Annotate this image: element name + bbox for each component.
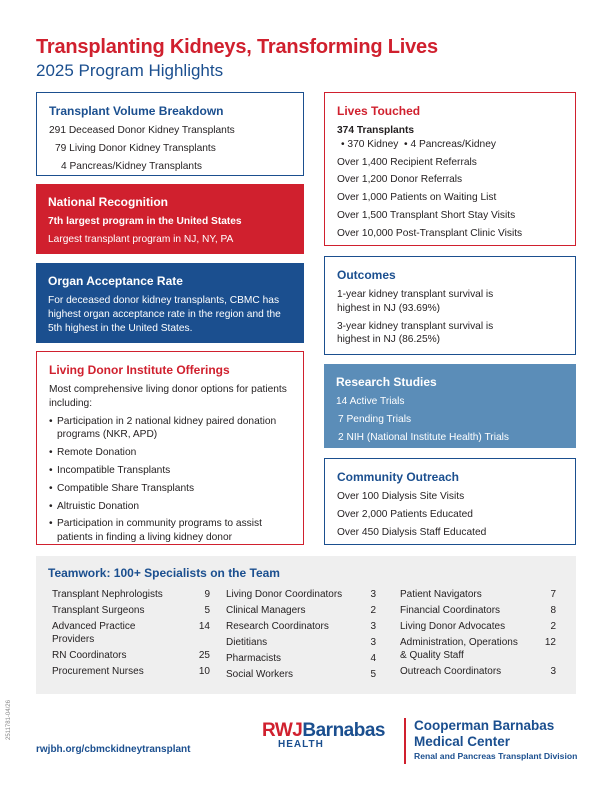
team-count: 2 bbox=[550, 621, 556, 632]
team-count: 25 bbox=[198, 650, 210, 661]
document-code: 2511781-04/26 bbox=[6, 700, 12, 740]
team-count: 7 bbox=[550, 589, 556, 600]
team-count: 2 bbox=[370, 605, 376, 616]
website-link[interactable]: rwjbh.org/cbmckidneytransplant bbox=[36, 744, 191, 755]
team-role: RN Coordinators bbox=[52, 650, 127, 661]
team-role: Financial Coordinators bbox=[400, 605, 501, 616]
outreach-box bbox=[324, 458, 576, 545]
team-count: 10 bbox=[198, 666, 210, 677]
living-donor-heading: Living Donor Institute Offerings bbox=[49, 363, 230, 377]
team-count: 14 bbox=[198, 621, 210, 632]
list-item: • Remote Donation bbox=[49, 446, 291, 460]
team-role: Patient Navigators bbox=[400, 589, 482, 600]
team-role: Pharmacists bbox=[226, 653, 282, 664]
cbmc-line-1: Cooperman Barnabas bbox=[414, 718, 555, 733]
lives-line: Over 10,000 Post-Transplant Clinic Visits bbox=[337, 227, 523, 239]
outreach-line: Over 100 Dialysis Site Visits bbox=[337, 491, 465, 503]
team-role: Procurement Nurses bbox=[52, 666, 144, 677]
team-column-1 bbox=[52, 588, 210, 681]
research-line: 14 Active Trials bbox=[336, 396, 405, 408]
lives-heading: Lives Touched bbox=[337, 104, 421, 118]
lives-pancreas: 4 Pancreas/Kidney bbox=[410, 138, 496, 150]
team-role: Outreach Coordinators bbox=[400, 666, 502, 677]
team-role: Living Donor Coordinators bbox=[226, 589, 343, 600]
team-role: Research Coordinators bbox=[226, 621, 329, 632]
team-row bbox=[400, 636, 556, 662]
outreach-line: Over 2,000 Patients Educated bbox=[337, 508, 473, 520]
team-row bbox=[226, 652, 376, 665]
page-title: Transplanting Kidneys, Transforming Lives bbox=[36, 36, 438, 58]
research-box bbox=[324, 364, 576, 448]
cbmc-line-2: Medical Center bbox=[414, 733, 511, 749]
team-role: Social Workers bbox=[226, 669, 294, 680]
living-donor-intro: Most comprehensive living donor options for patients including: bbox=[49, 384, 287, 409]
team-count: 5 bbox=[370, 669, 376, 680]
acceptance-box bbox=[36, 263, 304, 343]
lives-kidney: 370 Kidney bbox=[347, 138, 399, 150]
research-heading: Research Studies bbox=[336, 375, 437, 389]
list-item: • Compatible Share Transplants bbox=[49, 482, 291, 496]
team-role: Transplant Surgeons bbox=[52, 605, 145, 616]
team-count: 3 bbox=[550, 666, 556, 677]
team-role: Administration, Operations & Quality Staff bbox=[400, 637, 518, 661]
team-row bbox=[400, 665, 556, 678]
team-row bbox=[226, 620, 376, 633]
page-subtitle: 2025 Program Highlights bbox=[36, 61, 224, 80]
team-role: Transplant Nephrologists bbox=[52, 589, 163, 600]
acceptance-heading: Organ Acceptance Rate bbox=[48, 274, 183, 288]
acceptance-body: For deceased donor kidney transplants, CBMC has highest organ acceptance rate in the region and the 5th highest in the United States. bbox=[48, 295, 281, 334]
lives-line: Over 1,400 Recipient Referrals bbox=[337, 156, 477, 168]
team-row bbox=[226, 636, 376, 649]
lives-breakdown: • 370 Kidney • 4 Pancreas/Kidney bbox=[341, 138, 496, 150]
outcomes-box bbox=[324, 256, 576, 355]
list-item: • Participation in community programs to assist patients in finding a living kidney donor bbox=[49, 517, 291, 545]
team-count: 3 bbox=[370, 621, 376, 632]
team-column-3 bbox=[400, 588, 556, 681]
team-count: 4 bbox=[370, 653, 376, 664]
outcome-item: 3-year kidney transplant survival is highest in NJ (86.25%) bbox=[337, 320, 494, 346]
team-row bbox=[226, 588, 376, 601]
team-count: 5 bbox=[204, 605, 210, 616]
volume-heading: Transplant Volume Breakdown bbox=[49, 104, 224, 118]
team-count: 9 bbox=[204, 589, 210, 600]
team-row bbox=[400, 588, 556, 601]
recognition-heading: National Recognition bbox=[48, 195, 168, 209]
lives-total: 374 Transplants bbox=[337, 125, 415, 137]
recognition-box bbox=[36, 184, 304, 254]
team-role: Living Donor Advocates bbox=[400, 621, 506, 632]
recognition-detail: Largest transplant program in NJ, NY, PA bbox=[48, 233, 234, 245]
team-role: Advanced Practice Providers bbox=[52, 621, 136, 645]
team-panel bbox=[36, 556, 576, 694]
team-row bbox=[226, 668, 376, 681]
volume-line: 4 Pancreas/Kidney Transplants bbox=[61, 160, 203, 172]
volume-line: 291 Deceased Donor Kidney Transplants bbox=[49, 125, 235, 137]
team-count: 12 bbox=[544, 637, 556, 648]
team-heading: Teamwork: 100+ Specialists on the Team bbox=[48, 566, 280, 580]
logo-health-text: HEALTH bbox=[278, 739, 324, 750]
team-role: Clinical Managers bbox=[226, 605, 306, 616]
team-column-2 bbox=[226, 588, 376, 684]
outreach-heading: Community Outreach bbox=[337, 470, 460, 484]
list-item: • Participation in 2 national kidney paired donation programs (NKR, APD) bbox=[49, 415, 291, 443]
logo-barnabas-text: Barnabas bbox=[302, 720, 385, 741]
team-count: 3 bbox=[370, 589, 376, 600]
team-row bbox=[400, 604, 556, 617]
team-row bbox=[52, 665, 210, 678]
logo-divider bbox=[404, 718, 406, 764]
cbmc-logo bbox=[414, 718, 577, 761]
cbmc-line-3: Renal and Pancreas Transplant Division bbox=[414, 751, 578, 762]
research-line: 2 NIH (National Institute Health) Trials bbox=[338, 431, 509, 443]
team-count: 3 bbox=[370, 637, 376, 648]
lives-box bbox=[324, 92, 576, 246]
research-line: 7 Pending Trials bbox=[338, 413, 412, 425]
team-row bbox=[52, 620, 210, 646]
outcomes-heading: Outcomes bbox=[337, 268, 396, 282]
logo-rwj-text: RWJ bbox=[262, 720, 303, 741]
list-item: • Altruistic Donation bbox=[49, 500, 291, 514]
lives-line: Over 1,200 Donor Referrals bbox=[337, 174, 463, 186]
list-item: • Incompatible Transplants bbox=[49, 464, 291, 478]
team-row bbox=[226, 604, 376, 617]
team-row bbox=[52, 649, 210, 662]
team-row bbox=[52, 604, 210, 617]
team-row bbox=[400, 620, 556, 633]
volume-box bbox=[36, 92, 304, 176]
living-donor-box bbox=[36, 351, 304, 545]
volume-line: 79 Living Donor Kidney Transplants bbox=[55, 142, 216, 154]
outreach-line: Over 450 Dialysis Staff Educated bbox=[337, 526, 487, 538]
lives-line: Over 1,000 Patients on Waiting List bbox=[337, 192, 497, 204]
team-row bbox=[52, 588, 210, 601]
recognition-highlight: 7th largest program in the United States bbox=[48, 216, 242, 228]
outcome-item: 1-year kidney transplant survival is highest in NJ (93.69%) bbox=[337, 289, 494, 314]
team-role: Dietitians bbox=[226, 637, 268, 648]
team-count: 8 bbox=[550, 605, 556, 616]
lives-line: Over 1,500 Transplant Short Stay Visits bbox=[337, 210, 516, 222]
rwjbarnabas-logo bbox=[262, 720, 385, 750]
